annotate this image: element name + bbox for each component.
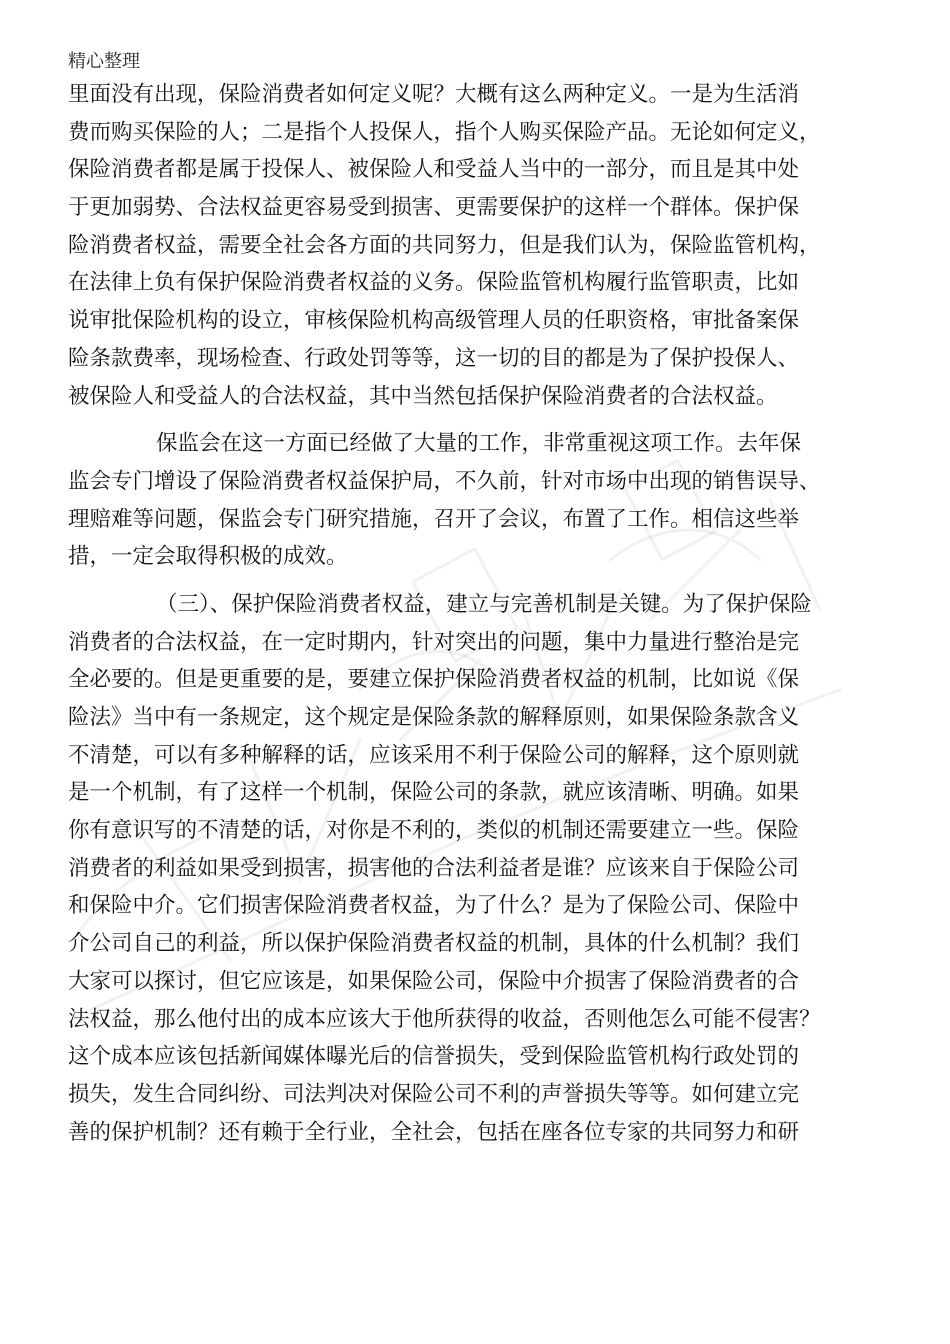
paragraph-2 [68,425,886,576]
paragraph-1 [68,76,886,415]
text-line: 消费者的合法权益，在一定时期内，针对突出的问题，集中力量进行整治是完 [68,629,800,655]
paragraph-gap [68,415,886,425]
text-line: 你有意识写的不清楚的话，对你是不利的，类似的机制还需要建立一些。保险 [68,818,800,844]
text-line: 里面没有出现，保险消费者如何定义呢？大概有这么两种定义。一是为生活消 [68,82,800,107]
text-line: 理赔难等问题，保监会专门研究措施，召开了会议，布置了工作。相信这些举 [68,506,800,532]
page-header-label: 精心整理 [68,51,140,72]
text-line: 是一个机制，有了这样一个机制，保险公司的条款，就应该清晰、明确。如果 [68,780,800,806]
text-line: 措，一定会取得积极的成效。 [68,544,348,570]
text-line: 险消费者权益，需要全社会各方面的共同努力，但是我们认为，保险监管机构， [68,232,821,258]
text-line: 保监会在这一方面已经做了大量的工作，非常重视这项工作。去年保 [156,431,802,457]
text-line: 善的保护机制？还有赖于全行业，全社会，包括在座各位专家的共同努力和研 [68,1119,800,1145]
text-line: 和保险中介。它们损害保险消费者权益，为了什么？是为了保险公司、保险中 [68,893,800,919]
text-line: 大家可以探讨，但它应该是，如果保险公司，保险中介损害了保险消费者的合 [68,968,800,994]
text-line: 监会专门增设了保险消费者权益保护局，不久前，针对市场中出现的销售误导、 [68,468,821,494]
text-line: 损失，发生合同纠纷、司法判决对保险公司不利的声誉损失等等。如何建立完 [68,1081,800,1107]
text-line: 费而购买保险的人；二是指个人投保人，指个人购买保险产品。无论如何定义， [68,119,821,145]
text-line: 险条款费率，现场检查、行政处罚等等，这一切的目的都是为了保护投保人、 [68,345,800,371]
text-line: 介公司自己的利益，所以保护保险消费者权益的机制，具体的什么机制？我们 [68,931,800,957]
paragraph-gap [68,576,886,586]
text-line: 这个成本应该包括新闻媒体曝光后的信誉损失，受到保险监管机构行政处罚的 [68,1044,800,1070]
text-line: 说审批保险机构的设立，审核保险机构高级管理人员的任职资格，审批备案保 [68,308,800,334]
text-line: 险法》当中有一条规定，这个规定是保险条款的解释原则，如果保险条款含义 [68,705,800,730]
text-line: 于更加弱势、合法权益更容易受到损害、更需要保护的这样一个群体。保护保 [68,195,800,221]
text-line: 全必要的。但是更重要的是，要建立保护保险消费者权益的机制，比如说《保 [68,667,800,693]
paragraph-3 [68,586,886,1151]
text-line: 法权益，那么他付出的成本应该大于他所获得的收益，否则他怎么可能不侵害？ [68,1006,821,1032]
text-line: 保险消费者都是属于投保人、被保险人和受益人当中的一部分，而且是其中处 [68,157,800,183]
text-line: 不清楚，可以有多种解释的话，应该采用不利于保险公司的解释，这个原则就 [68,742,800,768]
document-body [68,76,886,1151]
text-line: 消费者的利益如果受到损害，损害他的合法利益者是谁？应该来自于保险公司 [68,855,800,881]
text-line: 在法律上负有保护保险消费者权益的义务。保险监管机构履行监管职责，比如 [68,270,800,296]
text-line: （三）、保护保险消费者权益，建立与完善机制是关键。为了保护保险 [156,591,812,617]
text-line: 被保险人和受益人的合法权益，其中当然包括保护保险消费者的合法权益。 [68,383,778,409]
